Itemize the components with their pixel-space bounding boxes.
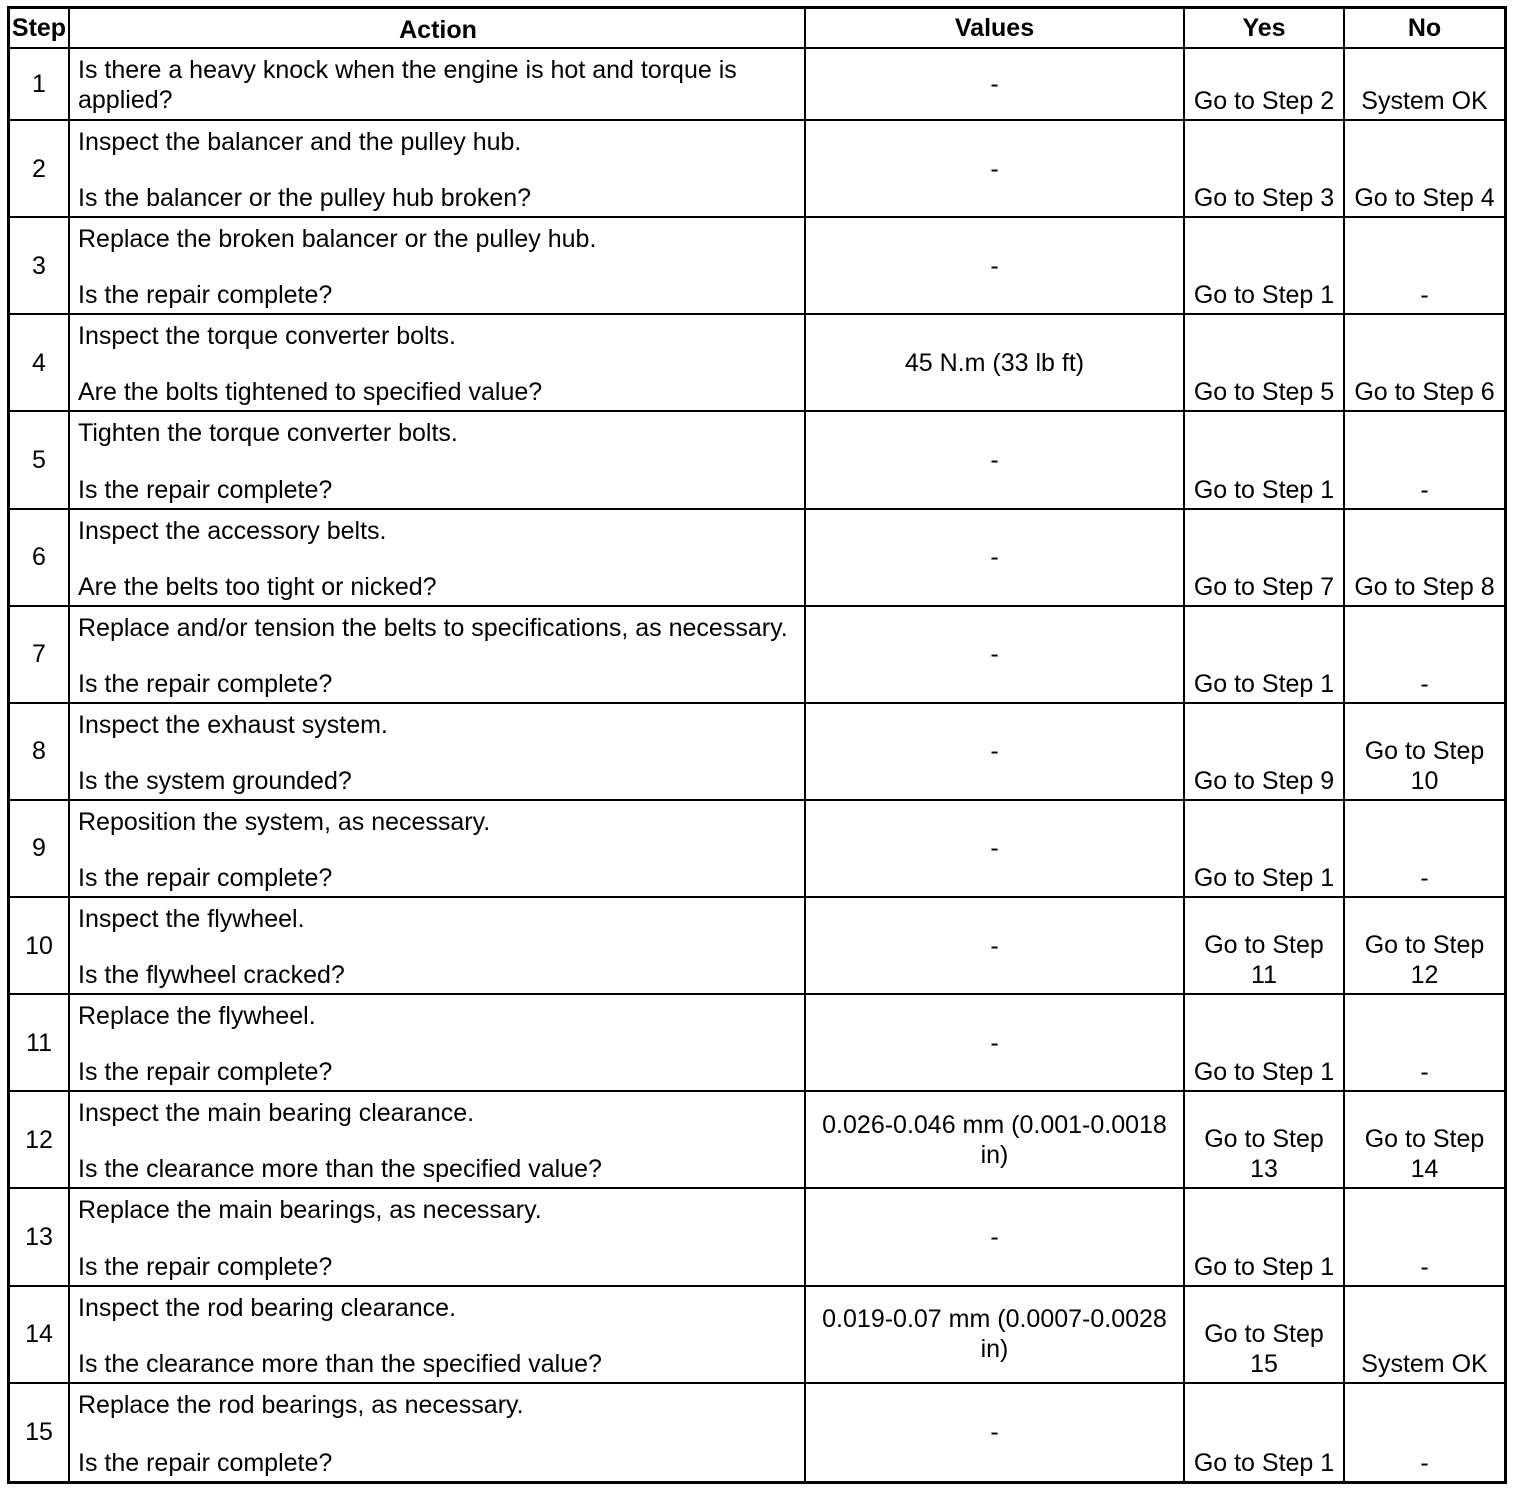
action-cell xyxy=(70,1092,806,1187)
no-target: - xyxy=(1420,475,1429,504)
no-cell xyxy=(1345,412,1504,507)
yes-target: Go to Step 1 xyxy=(1193,475,1335,504)
values-cell xyxy=(806,995,1185,1090)
no-target: - xyxy=(1420,1448,1429,1477)
step-cell: 9 xyxy=(10,801,70,896)
values-text: - xyxy=(990,154,999,183)
values-text: 0.019-0.07 mm (0.0007-0.0028 in) xyxy=(822,1305,1167,1364)
no-cell xyxy=(1345,1189,1504,1284)
action-cell xyxy=(70,1287,806,1382)
no-cell xyxy=(1345,1384,1504,1481)
values-text: - xyxy=(990,737,999,766)
table-row xyxy=(10,121,1504,218)
no-target: - xyxy=(1420,1058,1429,1087)
values-cell xyxy=(806,315,1185,410)
no-cell xyxy=(1345,218,1504,313)
action-cell xyxy=(70,607,806,702)
action-instruction: Replace the flywheel. xyxy=(78,1002,316,1031)
values-text: - xyxy=(990,251,999,280)
values-cell xyxy=(806,121,1185,216)
yes-cell xyxy=(1185,218,1345,313)
action-cell xyxy=(70,995,806,1090)
values-cell xyxy=(806,801,1185,896)
table-header xyxy=(10,9,1504,49)
table-row xyxy=(10,607,1504,704)
action-question: Is the repair complete? xyxy=(78,475,333,504)
no-cell xyxy=(1345,49,1504,119)
no-target: Go to Step 10 xyxy=(1364,736,1485,795)
yes-cell xyxy=(1185,49,1345,119)
step-cell: 1 xyxy=(10,49,70,119)
values-cell xyxy=(806,412,1185,507)
table-row xyxy=(10,704,1504,801)
step-cell: 13 xyxy=(10,1189,70,1284)
yes-cell xyxy=(1185,121,1345,216)
yes-target: Go to Step 1 xyxy=(1193,669,1335,698)
header-values: Values xyxy=(806,9,1185,47)
action-instruction: Replace the rod bearings, as necessary. xyxy=(78,1390,524,1419)
action-cell xyxy=(70,315,806,410)
no-cell xyxy=(1345,704,1504,799)
action-cell xyxy=(70,510,806,605)
action-question: Is the repair complete? xyxy=(78,669,333,698)
table-row xyxy=(10,49,1504,121)
yes-target: Go to Step 5 xyxy=(1193,378,1335,407)
yes-cell xyxy=(1185,1384,1345,1481)
yes-cell xyxy=(1185,1092,1345,1187)
action-question: Is the repair complete? xyxy=(78,1058,333,1087)
step-cell: 2 xyxy=(10,121,70,216)
action-instruction: Inspect the torque converter bolts. xyxy=(78,322,456,351)
action-question: Is the flywheel cracked? xyxy=(78,961,345,990)
action-question: Are the bolts tightened to specified value? xyxy=(78,378,543,407)
table-row xyxy=(10,801,1504,898)
values-text: - xyxy=(990,931,999,960)
values-cell xyxy=(806,49,1185,119)
yes-target: Go to Step 3 xyxy=(1193,184,1335,213)
yes-target: Go to Step 1 xyxy=(1193,1252,1335,1281)
no-target: System OK xyxy=(1361,87,1488,115)
table-row xyxy=(10,898,1504,995)
step-cell: 14 xyxy=(10,1287,70,1382)
values-text: - xyxy=(990,543,999,572)
header-no: No xyxy=(1407,14,1442,42)
action-instruction: Inspect the exhaust system. xyxy=(78,710,388,739)
values-text: - xyxy=(990,445,999,474)
yes-target: Go to Step 1 xyxy=(1193,1448,1335,1477)
step-cell: 7 xyxy=(10,607,70,702)
step-cell: 11 xyxy=(10,995,70,1090)
yes-target: Go to Step 9 xyxy=(1193,766,1335,795)
step-cell: 3 xyxy=(10,218,70,313)
yes-cell xyxy=(1185,704,1345,799)
action-instruction: Inspect the flywheel. xyxy=(78,905,305,933)
table-row xyxy=(10,995,1504,1092)
no-target: - xyxy=(1420,864,1429,892)
no-cell xyxy=(1345,607,1504,702)
yes-target: Go to Step 2 xyxy=(1193,87,1335,115)
yes-cell xyxy=(1185,995,1345,1090)
action-question: Is the repair complete? xyxy=(78,1448,333,1477)
values-cell xyxy=(806,1384,1185,1481)
header-action: Action xyxy=(70,9,806,47)
action-question: Is the clearance more than the specified value? xyxy=(78,1349,602,1378)
action-instruction: Inspect the main bearing clearance. xyxy=(78,1099,475,1128)
action-cell xyxy=(70,898,806,993)
no-target: - xyxy=(1420,669,1429,698)
action-instruction: Replace and/or tension the belts to specifications, as necessary. xyxy=(78,613,788,642)
no-target: Go to Step 12 xyxy=(1364,931,1485,990)
values-text: - xyxy=(990,1222,999,1251)
yes-target: Go to Step 1 xyxy=(1193,281,1335,310)
step-cell: 8 xyxy=(10,704,70,799)
yes-target: Go to Step 1 xyxy=(1193,1058,1335,1087)
action-instruction: Inspect the accessory belts. xyxy=(78,516,387,545)
values-cell xyxy=(806,1092,1185,1187)
values-text: 0.026-0.046 mm (0.001-0.0018 in) xyxy=(822,1110,1167,1169)
step-cell: 15 xyxy=(10,1384,70,1481)
step-cell: 6 xyxy=(10,510,70,605)
action-cell xyxy=(70,704,806,799)
no-target: Go to Step 6 xyxy=(1354,378,1495,407)
values-text: - xyxy=(990,70,999,98)
yes-cell xyxy=(1185,801,1345,896)
table-row xyxy=(10,315,1504,412)
action-instruction: Replace the broken balancer or the pulley hub. xyxy=(78,225,597,254)
yes-target: Go to Step 7 xyxy=(1193,572,1335,601)
action-question: Is the balancer or the pulley hub broken? xyxy=(78,184,532,213)
values-cell xyxy=(806,898,1185,993)
values-cell xyxy=(806,218,1185,313)
no-target: Go to Step 14 xyxy=(1364,1125,1485,1184)
step-cell: 10 xyxy=(10,898,70,993)
yes-cell xyxy=(1185,510,1345,605)
no-target: - xyxy=(1420,281,1429,310)
action-cell xyxy=(70,1384,806,1481)
action-instruction: Inspect the balancer and the pulley hub. xyxy=(78,128,522,156)
yes-target: Go to Step 11 xyxy=(1204,931,1324,990)
action-instruction: Tighten the torque converter bolts. xyxy=(78,419,458,448)
diagnostic-table xyxy=(7,6,1507,1484)
step-cell: 12 xyxy=(10,1092,70,1187)
no-cell xyxy=(1345,898,1504,993)
action-cell xyxy=(70,218,806,313)
action-instruction: Reposition the system, as necessary. xyxy=(78,807,491,836)
values-text: 45 N.m (33 lb ft) xyxy=(904,348,1085,377)
no-cell xyxy=(1345,121,1504,216)
yes-cell xyxy=(1185,315,1345,410)
action-question: Is the repair complete? xyxy=(78,1252,333,1281)
table-row xyxy=(10,1092,1504,1189)
no-cell xyxy=(1345,315,1504,410)
action-cell xyxy=(70,121,806,216)
action-question: Is there a heavy knock when the engine is hot and torque is applied? xyxy=(78,56,737,114)
no-target: Go to Step 8 xyxy=(1354,572,1495,601)
values-cell xyxy=(806,1287,1185,1382)
values-text: - xyxy=(990,1028,999,1057)
action-question: Are the belts too tight or nicked? xyxy=(78,572,437,601)
step-cell: 5 xyxy=(10,412,70,507)
yes-cell xyxy=(1185,898,1345,993)
no-target: Go to Step 4 xyxy=(1354,184,1495,213)
values-cell xyxy=(806,510,1185,605)
step-cell: 4 xyxy=(10,315,70,410)
table-row xyxy=(10,1384,1504,1481)
table-row xyxy=(10,412,1504,509)
no-cell xyxy=(1345,1092,1504,1187)
table-row xyxy=(10,510,1504,607)
table-row xyxy=(10,1189,1504,1286)
no-cell xyxy=(1345,510,1504,605)
no-cell xyxy=(1345,1287,1504,1382)
action-question: Is the system grounded? xyxy=(78,766,352,795)
yes-cell xyxy=(1185,1287,1345,1382)
no-target: System OK xyxy=(1361,1349,1488,1378)
table-row xyxy=(10,218,1504,315)
values-cell xyxy=(806,1189,1185,1284)
action-cell xyxy=(70,1189,806,1284)
no-target: - xyxy=(1420,1252,1429,1281)
yes-target: Go to Step 13 xyxy=(1204,1125,1324,1184)
action-question: Is the repair complete? xyxy=(78,864,333,892)
header-step: Step xyxy=(10,9,70,47)
action-instruction: Replace the main bearings, as necessary. xyxy=(78,1196,542,1225)
action-question: Is the clearance more than the specified value? xyxy=(78,1155,602,1184)
yes-cell xyxy=(1185,412,1345,507)
action-instruction: Inspect the rod bearing clearance. xyxy=(78,1293,457,1322)
no-cell xyxy=(1345,995,1504,1090)
yes-cell xyxy=(1185,607,1345,702)
header-yes: Yes xyxy=(1185,9,1345,47)
yes-cell xyxy=(1185,1189,1345,1284)
values-text: - xyxy=(990,1418,999,1447)
action-cell xyxy=(70,801,806,896)
action-question: Is the repair complete? xyxy=(78,281,333,310)
table-row xyxy=(10,1287,1504,1384)
values-cell xyxy=(806,704,1185,799)
values-text: - xyxy=(990,834,999,863)
values-text: - xyxy=(990,640,999,669)
yes-target: Go to Step 15 xyxy=(1204,1319,1324,1378)
values-cell xyxy=(806,607,1185,702)
yes-target: Go to Step 1 xyxy=(1193,864,1335,892)
action-cell xyxy=(70,412,806,507)
action-cell xyxy=(70,49,806,119)
no-cell xyxy=(1345,801,1504,896)
